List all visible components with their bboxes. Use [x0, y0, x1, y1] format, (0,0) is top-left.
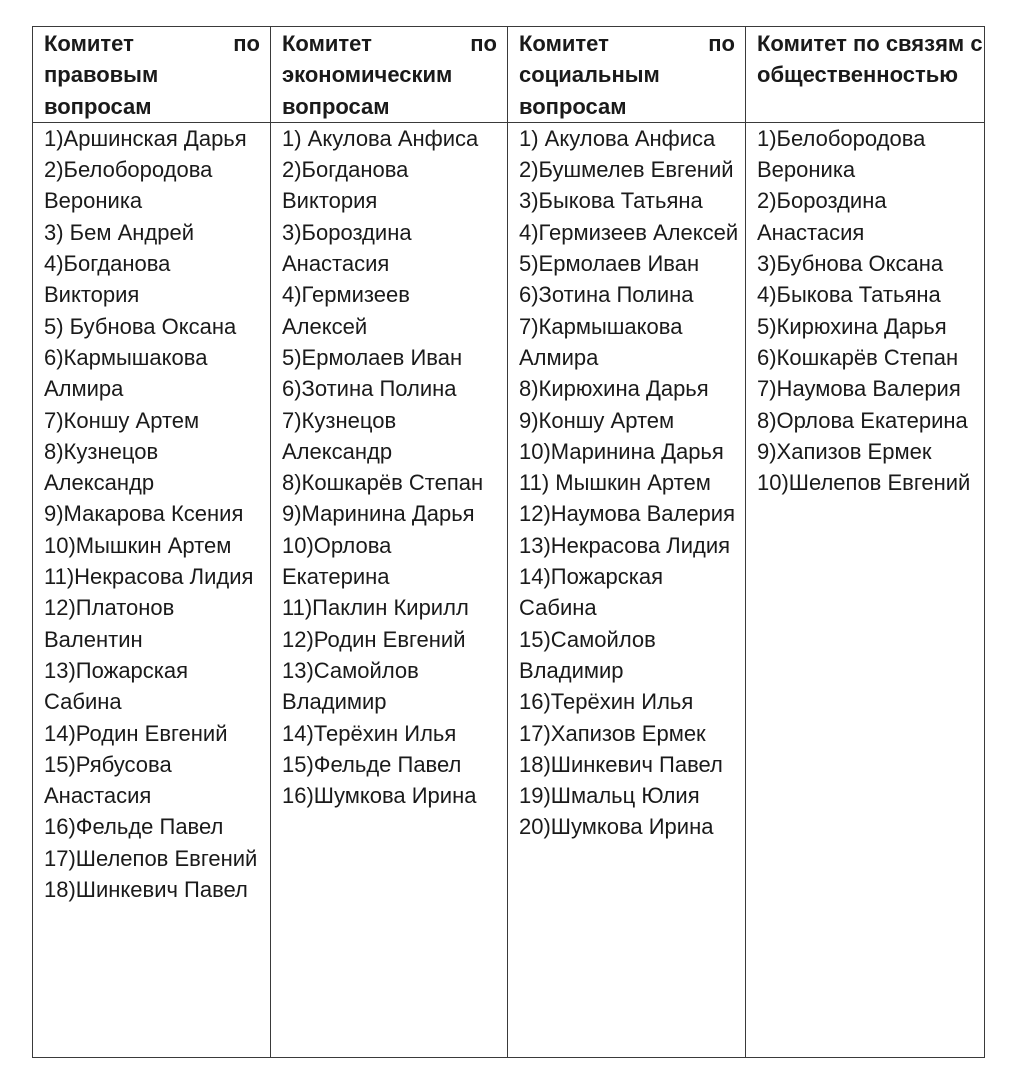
- member-list-item: 8)Кошкарёв Степан: [282, 470, 484, 496]
- header-first-line: [44, 28, 270, 59]
- member-list-item: 7)Наумова Валерия: [757, 376, 961, 402]
- header-line: Комитет по связям: [757, 31, 965, 56]
- member-list-item: 10)Мышкин Артем: [44, 532, 232, 558]
- member-list-item: 13)Пожарская Сабина: [44, 657, 189, 715]
- economic-committee-members: [271, 122, 508, 1057]
- header-line: правовым: [44, 62, 159, 88]
- member-list-item: 9)Коншу Артем: [519, 407, 675, 433]
- member-list-item: 11) Мышкин Артем: [519, 470, 711, 496]
- header-social-committee: [508, 27, 746, 123]
- member-list-item: 15)Самойлов Владимир: [519, 626, 656, 683]
- member-list-item: 14)Пожарская Сабина: [519, 564, 664, 621]
- member-list-item: 14)Терёхин Илья: [282, 720, 457, 746]
- header-line: общественностью: [757, 62, 959, 88]
- member-list-item: 4)Гермизеев Алексей: [519, 219, 739, 245]
- member-list-item: 2)Бушмелев Евгений: [519, 157, 734, 183]
- header-word: по: [708, 31, 735, 56]
- member-list-item: 20)Шумкова Ирина: [519, 814, 714, 840]
- member-list-item: 15)Фельде Павел: [282, 751, 462, 777]
- social-committee-members: [508, 122, 746, 1057]
- member-list-item: 13)Некрасова Лидия: [519, 532, 731, 558]
- member-list-item: 6)Кармышакова Алмира: [44, 344, 208, 402]
- member-list-item: 1) Акулова Анфиса: [282, 125, 479, 151]
- member-list-item: 18)Шинкевич Павел: [519, 751, 723, 777]
- member-list-item: 13)Самойлов Владимир: [282, 657, 419, 715]
- member-list-item: 4)Богданова Виктория: [44, 251, 171, 308]
- member-list-item: 17)Шелепов Евгений: [44, 845, 258, 871]
- header-first-line: [282, 28, 507, 59]
- member-list-item: 17)Хапизов Ермек: [519, 720, 706, 746]
- header-word: Комитет: [282, 31, 372, 56]
- member-list-item: 2)Бороздина Анастасия: [757, 188, 887, 245]
- header-legal-committee: [33, 27, 271, 123]
- header-line: социальным: [519, 62, 660, 88]
- member-list-item: 1) Акулова Анфиса: [519, 125, 716, 151]
- member-list-item: 8)Орлова Екатерина: [757, 407, 968, 433]
- member-list-item: 10)Орлова Екатерина: [282, 532, 392, 590]
- member-list-item: 11)Некрасова Лидия: [44, 564, 254, 590]
- member-list-item: 3)Быкова Татьяна: [519, 188, 703, 214]
- member-list-item: 16)Терёхин Илья: [519, 689, 694, 715]
- member-list-item: 16)Шумкова Ирина: [282, 783, 477, 809]
- member-list-item: 9)Макарова Ксения: [44, 501, 244, 527]
- member-list-item: 2)Белобородова Вероника: [44, 157, 213, 214]
- header-line: вопросам: [44, 93, 152, 119]
- member-list-item: 7)Коншу Артем: [44, 407, 200, 433]
- legal-committee-members: [33, 122, 271, 1057]
- header-word: по: [470, 31, 497, 56]
- member-list-item: 9)Маринина Дарья: [282, 501, 475, 527]
- header-row: [33, 27, 985, 123]
- member-list-item: 8)Кирюхина Дарья: [519, 376, 709, 402]
- member-list-item: 14)Родин Евгений: [44, 720, 228, 746]
- header-word: по: [233, 31, 260, 56]
- member-list-item: 1)Белобородова Вероника: [757, 125, 926, 183]
- member-list-item: 4)Гермизеев Алексей: [282, 282, 410, 339]
- member-list-item: 7)Кармышакова Алмира: [519, 313, 683, 370]
- header-line: экономическим: [282, 62, 453, 88]
- member-list-item: 10)Маринина Дарья: [519, 438, 724, 464]
- header-line: с: [970, 31, 983, 56]
- header-economic-committee: [271, 27, 508, 123]
- member-list-item: 3) Бем Андрей: [44, 219, 195, 245]
- member-list-item: 4)Быкова Татьяна: [757, 282, 941, 308]
- member-list-item: 7)Кузнецов Александр: [282, 407, 397, 464]
- member-list-item: 6)Зотина Полина: [519, 282, 694, 308]
- member-list-item: 1)Аршинская Дарья: [44, 125, 247, 151]
- member-list-item: 6)Зотина Полина: [282, 376, 457, 402]
- member-list-item: 5)Ермолаев Иван: [282, 344, 463, 370]
- header-word: Комитет: [519, 31, 609, 56]
- header-word: Комитет: [44, 31, 134, 56]
- member-list-item: 12)Наумова Валерия: [519, 501, 735, 527]
- member-list-item: 16)Фельде Павел: [44, 814, 224, 840]
- member-list-item: 19)Шмальц Юлия: [519, 783, 700, 809]
- member-list-item: 5)Кирюхина Дарья: [757, 313, 947, 339]
- header-public-relations-committee: [746, 27, 985, 123]
- member-list-item: 9)Хапизов Ермек: [757, 438, 932, 464]
- member-list-item: 12)Родин Евгений: [282, 626, 466, 652]
- members-row: [33, 122, 985, 1057]
- member-list-item: 18)Шинкевич Павел: [44, 877, 248, 903]
- member-list-item: 8)Кузнецов Александр: [44, 438, 159, 496]
- header-line: вопросам: [519, 93, 627, 119]
- member-list-item: 12)Платонов Валентин: [44, 595, 175, 652]
- member-list-item: 6)Кошкарёв Степан: [757, 344, 959, 370]
- member-list-item: 2)Богданова Виктория: [282, 157, 409, 214]
- committees-table: [32, 26, 985, 1058]
- public-relations-committee-members: [746, 122, 985, 1057]
- member-list-item: 15)Рябусова Анастасия: [44, 751, 172, 809]
- member-list-item: 5)Ермолаев Иван: [519, 251, 700, 277]
- header-first-line: [519, 28, 745, 59]
- member-list-item: 3)Бубнова Оксана: [757, 251, 944, 277]
- header-line: вопросам: [282, 93, 390, 119]
- member-list-item: 10)Шелепов Евгений: [757, 470, 971, 496]
- member-list-item: 5) Бубнова Оксана: [44, 313, 237, 339]
- member-list-item: 11)Паклин Кирилл: [282, 595, 469, 621]
- member-list-item: 3)Бороздина Анастасия: [282, 219, 412, 277]
